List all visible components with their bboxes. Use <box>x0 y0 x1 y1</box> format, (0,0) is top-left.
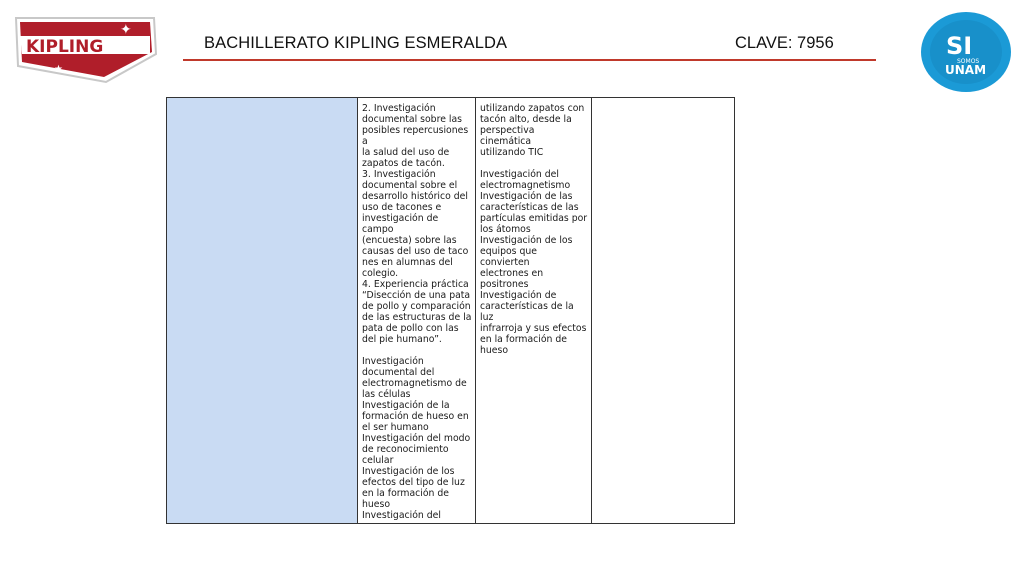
table-row <box>167 98 735 524</box>
table-cell-column-2: 2. Investigación documental sobre las posibles repercusiones a la salud del uso de zapatos de tacón. 3. Investigación documental sobre el desarrollo histórico del uso de tacones e investigación de campo (encuesta) sobre las causas del uso de taco nes en alumnas del colegio. 4. Experiencia práctica “Disección de una pata de pollo y comparación de las estructuras de la pata de pollo con las del pie humano”. Investigación documental del electromagnetismo de las células Investigación de la formación de hueso en el ser humano Investigación del modo de reconocimiento celular Investigación de los efectos del tipo de luz en la formación de hueso Investigación del <box>358 98 476 524</box>
kipling-logo <box>10 10 160 86</box>
unam-logo-bottom-text: UNAM <box>945 63 987 77</box>
unam-logo-small-text: SOMOS <box>957 58 980 65</box>
svg-text:✦: ✦ <box>120 21 132 37</box>
activities-table <box>166 97 735 524</box>
page-title: BACHILLERATO KIPLING ESMERALDA <box>204 34 508 52</box>
svg-text:★: ★ <box>54 64 63 75</box>
unam-logo-main-text: SI <box>946 32 973 60</box>
table-cell-column-4 <box>592 98 735 524</box>
table-cell-column-1 <box>167 98 358 524</box>
kipling-logo-text: KIPLING <box>26 37 104 57</box>
unam-logo <box>914 8 1014 94</box>
school-code: CLAVE: 7956 <box>735 34 834 52</box>
table-cell-column-3: utilizando zapatos con tacón alto, desde la perspectiva cinemática utilizando TIC Investigación del electromagnetismo Investigación de las características de las partículas emitidas por los átomos Investigación de los equipos que convierten electrones en positrones Investigación de características de la luz infrarroja y sus efectos en la formación de hueso <box>476 98 592 524</box>
header-divider <box>183 59 876 61</box>
